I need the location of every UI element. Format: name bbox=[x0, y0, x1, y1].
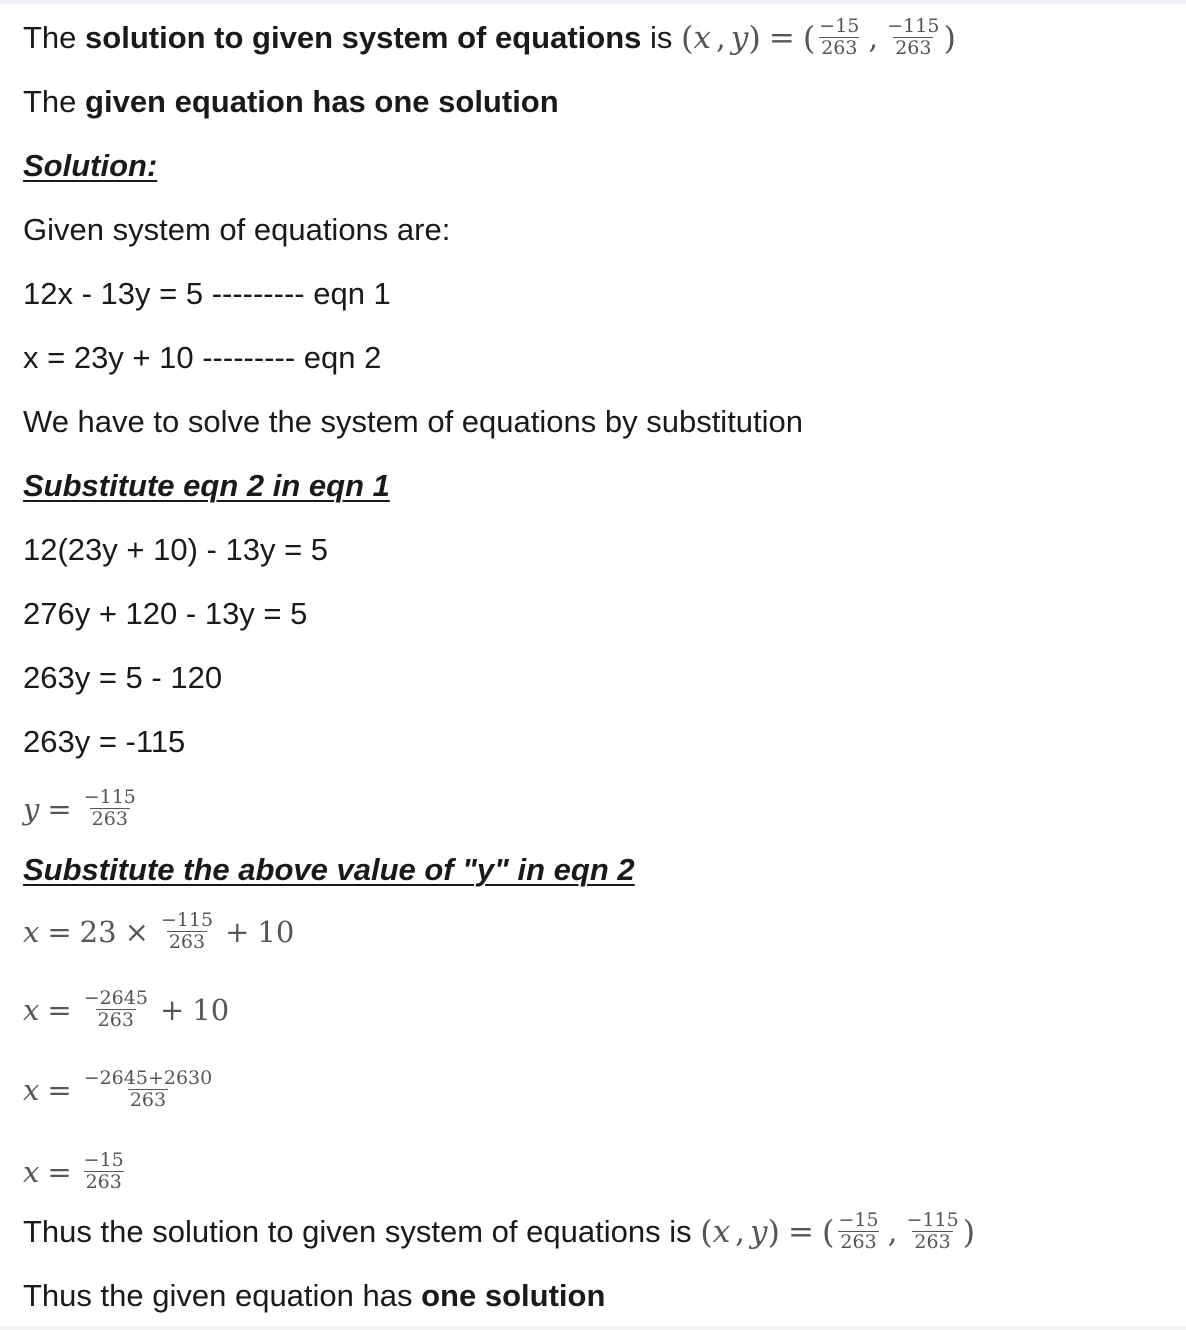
substitute-heading-1: Substitute eqn 2 in eqn 1 bbox=[23, 468, 390, 503]
step-y-1: 12(23y + 10) - 13y = 5 bbox=[23, 532, 329, 567]
given-text: Given system of equations are: bbox=[23, 212, 451, 247]
conclusion-pair-math: ( x , y ) = ( $\frac{-15}{263}$ , $\frac{-115}{263}$ ) bbox=[700, 1209, 976, 1254]
y-result-math: y = $\frac{-115}{263}$ bbox=[23, 786, 136, 831]
conclusion-one-solution-line: Thus the given equation has one solution bbox=[23, 1278, 606, 1313]
x-step-2-math: x = $\frac{-2645}{263}$ + 10 bbox=[23, 987, 230, 1032]
intro-solution-line bbox=[23, 15, 956, 61]
intro-mid: is bbox=[641, 20, 681, 55]
x-result-math: x = $\frac{-15}{263}$ bbox=[23, 1149, 124, 1194]
bottom-border bbox=[0, 1326, 1186, 1330]
x-fraction: $\frac{-15}{263}$ bbox=[819, 15, 860, 60]
method-text: We have to solve the system of equations by substitution bbox=[23, 404, 804, 439]
intro-prefix: The bbox=[23, 20, 86, 55]
conclusion-solution-line: Thus the solution to given system of equations is ( x , y ) = ( $\frac{-15}{263}$ , $\frac{-115}{263}$ ) bbox=[23, 1209, 976, 1254]
solution-heading: Solution: bbox=[23, 148, 158, 183]
step-y-2: 276y + 120 - 13y = 5 bbox=[23, 596, 308, 631]
y-result-fraction: $\frac{-115}{263}$ bbox=[83, 786, 136, 831]
equation-2: x = 23y + 10 --------- eqn 2 bbox=[23, 340, 382, 375]
y-fraction: $\frac{-115}{263}$ bbox=[887, 15, 940, 60]
step-y-4: 263y = -115 bbox=[23, 724, 186, 759]
solution-pair-math: ( x , y ) = ( $\frac{-15}{263}$ , $\frac{-115}{263}$ ) bbox=[681, 15, 956, 60]
intro-one-solution-line: The given equation has one solution bbox=[23, 84, 559, 119]
x-step-3-math: x = $\frac{-2645+2630}{263}$ bbox=[23, 1067, 213, 1112]
intro-bold: solution to given system of equations bbox=[85, 20, 642, 55]
substitute-heading-2: Substitute the above value of "y" in eqn 2 bbox=[23, 852, 635, 887]
equation-1: 12x - 13y = 5 --------- eqn 1 bbox=[23, 276, 391, 311]
top-border bbox=[0, 0, 1186, 4]
step-y-3: 263y = 5 - 120 bbox=[23, 660, 223, 695]
x-step-1-math: x = 23 × $\frac{-115}{263}$ + 10 bbox=[23, 909, 295, 954]
